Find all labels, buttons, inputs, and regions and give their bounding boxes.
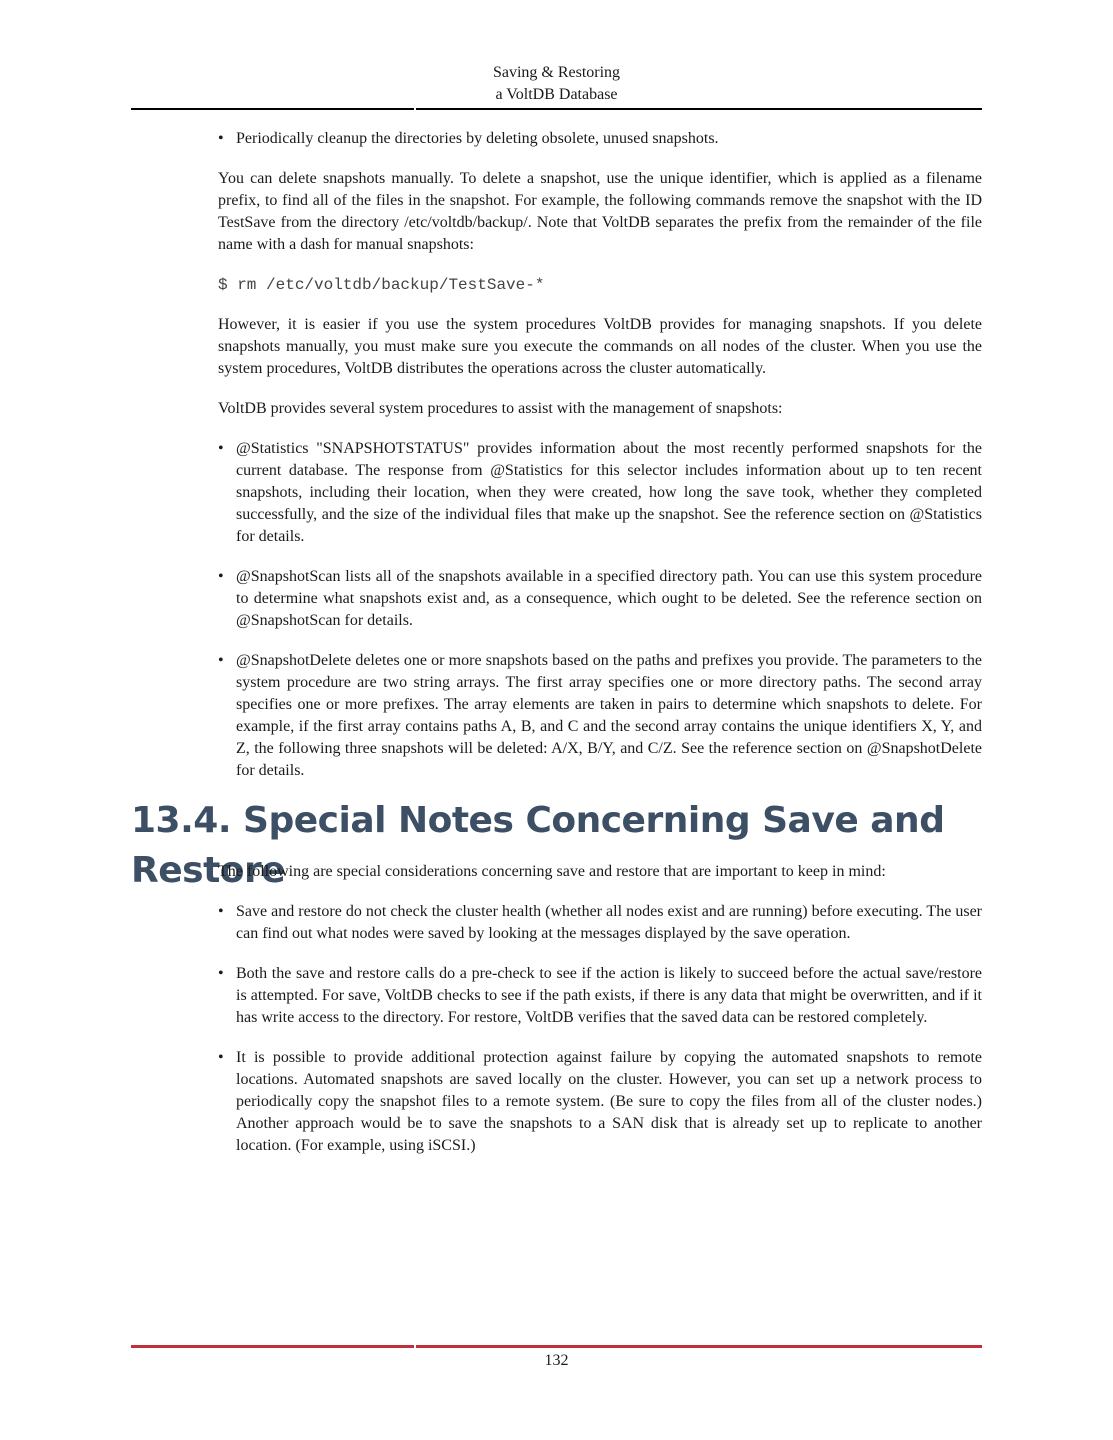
section-heading: 13.4. Special Notes Concerning Save and Restore	[131, 800, 945, 891]
list-item	[218, 650, 982, 782]
list-item-text: It is possible to provide additional protection against failure by copying the automated snapshots to remote locations. Automated snapshots are saved locally on the cluster. However, you can set up a network process to periodically copy the snapshot files to a remote system. (Be sure to copy the files from all of the cluster nodes.) Another approach would be to save the snapshots to a SAN disk that is already set up to replicate to another location. (For example, using iSCSI.)	[236, 1049, 982, 1154]
header-line-2: a VoltDB Database	[495, 86, 618, 103]
list-item-text: @Statistics "SNAPSHOTSTATUS" provides information about the most recently performed snapshots for the current database. The response from @Statistics for this selector includes information about up to ten recent snapshots, including their location, when they were created, how long the save took, whether they completed successfully, and the size of the individual files that make up the snapshot. See the reference section on @Statistics for details.	[236, 440, 982, 545]
bullet-icon: •	[218, 652, 224, 669]
paragraph: You can delete snapshots manually. To delete a snapshot, use the unique identifier, which is applied as a filename prefix, to find all of the files in the snapshot. For example, the following commands remove the snapshot with the ID TestSave from the directory /etc/voltdb/backup/. Note that VoltDB separates the prefix from the remainder of the file name with a dash for manual snapshots:	[218, 170, 982, 253]
list-item	[218, 963, 982, 1029]
paragraph: The following are special considerations concerning save and restore that are important to keep in mind:	[218, 863, 886, 880]
main-content	[218, 128, 982, 800]
bullet-icon: •	[218, 130, 224, 147]
footer-rule-right	[416, 1345, 982, 1348]
section-content	[218, 861, 982, 1175]
bullet-icon: •	[218, 568, 224, 585]
list-item-text: @SnapshotDelete deletes one or more snapshots based on the paths and prefixes you provide. The parameters to the system procedure are two string arrays. The first array specifies one or more directory paths. The second array specifies one or more prefixes. The array elements are taken in pairs to determine which snapshots to delete. For example, if the first array contains paths A, B, and C and the second array contains the unique identifiers X, Y, and Z, the following three snapshots will be deleted: A/X, B/Y, and C/Z. See the reference section on @SnapshotDelete for details.	[236, 652, 982, 779]
bullet-icon: •	[218, 440, 224, 457]
list-item	[218, 901, 982, 945]
paragraph: VoltDB provides several system procedures to assist with the management of snapshots:	[218, 400, 783, 417]
code-example: $ rm /etc/voltdb/backup/TestSave-*	[218, 276, 545, 294]
list-item-text: Save and restore do not check the cluster health (whether all nodes exist and are running) before executing. The user can find out what nodes were saved by looking at the messages displayed by the save operation.	[236, 903, 982, 942]
bullet-icon: •	[218, 903, 224, 920]
bullet-icon: •	[218, 1049, 224, 1066]
footer-rule-left	[131, 1345, 414, 1348]
header-rule-left	[131, 108, 414, 110]
list-item	[218, 566, 982, 632]
paragraph: However, it is easier if you use the system procedures VoltDB provides for managing snapshots. If you delete snapshots manually, you must make sure you execute the commands on all nodes of the cluster. When you use the system procedures, VoltDB distributes the operations across the cluster automatically.	[218, 316, 982, 377]
list-item-text: @SnapshotScan lists all of the snapshots available in a specified directory path. You can use this system procedure to determine what snapshots exist and, as a consequence, which ought to be deleted. See the reference section on @SnapshotScan for details.	[236, 568, 982, 629]
list-item-text: Both the save and restore calls do a pre-check to see if the action is likely to succeed before the actual save/restore is attempted. For save, VoltDB checks to see if the path exists, if there is any data that might be overwritten, and if it has write access to the directory. For restore, VoltDB verifies that the saved data can be restored completely.	[236, 965, 982, 1026]
bullet-icon: •	[218, 965, 224, 982]
list-item-text: Periodically cleanup the directories by deleting obsolete, unused snapshots.	[236, 130, 719, 147]
header-line-1: Saving & Restoring	[492, 64, 621, 81]
header-rule-right	[416, 108, 982, 110]
list-item	[218, 1047, 982, 1157]
running-header	[131, 62, 982, 106]
list-item	[218, 438, 982, 548]
page-number: 132	[544, 1352, 569, 1369]
list-item	[218, 128, 982, 150]
